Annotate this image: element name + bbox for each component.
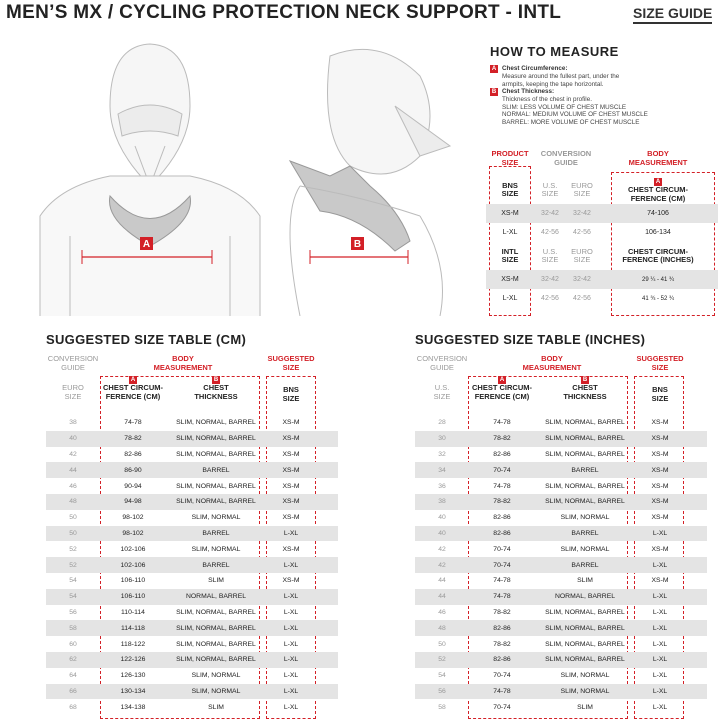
- thickness-cell: SLIM, NORMAL, BARREL: [176, 498, 256, 506]
- thickness-cell: SLIM, NORMAL: [191, 545, 241, 553]
- thickness-cell: SLIM, NORMAL: [191, 514, 241, 522]
- chest-cell: 102-106: [120, 545, 146, 553]
- in-rows: [415, 415, 707, 715]
- bns-cell: XS-M: [651, 498, 669, 506]
- thickness-cell: SLIM, NORMAL, BARREL: [545, 482, 625, 490]
- chest-cell: 82-86: [493, 624, 511, 632]
- size-cell: 38: [438, 498, 446, 506]
- table-row: [46, 699, 338, 715]
- size-cell: 42: [438, 545, 446, 553]
- chest-cell: 114-118: [121, 624, 145, 632]
- chest-cell: 70-74: [493, 672, 511, 680]
- table-row: [415, 605, 707, 621]
- size-cell: 54: [438, 672, 446, 680]
- thickness-cell: SLIM: [577, 703, 593, 711]
- cm-rows: [46, 415, 338, 715]
- thickness-cell: SLIM, NORMAL, BARREL: [545, 656, 625, 664]
- size-cell: 36: [438, 482, 446, 490]
- table-row: [415, 589, 707, 605]
- size-cell: 56: [438, 687, 446, 695]
- size-guide-label: SIZE GUIDE: [633, 5, 712, 24]
- chest-cell: 70-74: [493, 703, 511, 711]
- b-desc-4: BARREL: MORE VOLUME OF CHEST MUSCLE: [502, 118, 640, 126]
- product-size-header: PRODUCT SIZE: [491, 149, 529, 167]
- cm-header-row: BNS SIZE U.S. SIZE EURO SIZE A CHEST CIRCUM- FERENCE (CM): [501, 179, 688, 203]
- table-row: [415, 620, 707, 636]
- bns-cell: L-XL: [652, 703, 668, 711]
- bns-cell: L-XL: [283, 672, 299, 680]
- chest-cell: 74-78: [493, 419, 511, 427]
- table-row: [46, 636, 338, 652]
- thickness-cell: SLIM, NORMAL, BARREL: [176, 640, 256, 648]
- size-cell: 52: [69, 545, 77, 553]
- table-row: [46, 573, 338, 589]
- table-row: XS-M 32-42 32-42 74-106: [486, 204, 718, 223]
- chest-cell: 82-86: [493, 450, 511, 458]
- table-row: [415, 510, 707, 526]
- chest-cell: 110-114: [121, 608, 145, 616]
- size-cell: 52: [69, 561, 77, 569]
- b-desc-1: Thickness of the chest in profile.: [502, 96, 592, 104]
- size-cell: 32: [438, 450, 446, 458]
- bns-cell: XS-M: [282, 450, 300, 458]
- bns-cell: XS-M: [282, 435, 300, 443]
- thickness-cell: BARREL: [202, 561, 230, 569]
- table-row: [46, 415, 338, 431]
- size-cell: 44: [69, 466, 77, 474]
- thickness-cell: SLIM, NORMAL, BARREL: [545, 498, 625, 506]
- size-cell: 52: [438, 656, 446, 664]
- size-cell: 28: [438, 419, 446, 427]
- table-row: [415, 526, 707, 542]
- thickness-cell: SLIM: [577, 577, 593, 585]
- table-row: [415, 462, 707, 478]
- thickness-cell: BARREL: [571, 529, 599, 537]
- size-cell: 42: [438, 561, 446, 569]
- size-cell: 50: [438, 640, 446, 648]
- thickness-cell: SLIM, NORMAL, BARREL: [176, 450, 256, 458]
- bns-cell: XS-M: [282, 466, 300, 474]
- size-cell: 64: [69, 672, 77, 680]
- chest-cell: 78-82: [493, 608, 511, 616]
- thickness-cell: SLIM: [208, 703, 224, 711]
- size-cell: 34: [438, 466, 446, 474]
- thickness-cell: SLIM, NORMAL, BARREL: [545, 624, 625, 632]
- chest-cell: 102-106: [120, 561, 146, 569]
- size-cell: 46: [69, 482, 77, 490]
- thickness-cell: SLIM, NORMAL: [191, 687, 241, 695]
- conversion-guide-header: CONVERSION GUIDE: [540, 149, 592, 167]
- size-cell: 44: [438, 577, 446, 585]
- conversion-table: [486, 150, 718, 308]
- chest-cell: 70-74: [493, 466, 511, 474]
- thickness-cell: BARREL: [202, 529, 230, 537]
- how-to-measure-title: HOW TO MEASURE: [490, 44, 619, 59]
- page-title: MEN’S MX / CYCLING PROTECTION NECK SUPPORT - INTL: [6, 2, 562, 23]
- bns-cell: XS-M: [282, 545, 300, 553]
- in-header-row: INTL SIZE U.S. SIZE EURO SIZE CHEST CIRCUM- FERENCE (INCHES): [501, 246, 694, 264]
- side-rider-figure: [290, 49, 450, 316]
- chest-cell: 70-74: [493, 545, 511, 553]
- table-row: [415, 478, 707, 494]
- size-cell: 30: [438, 435, 446, 443]
- chest-cell: 126-130: [120, 672, 146, 680]
- size-cell: 66: [69, 687, 77, 695]
- chest-cell: 90-94: [124, 482, 142, 490]
- bns-cell: L-XL: [652, 624, 668, 632]
- table-row: [46, 526, 338, 542]
- chest-cell: 82-86: [124, 450, 142, 458]
- thickness-cell: SLIM, NORMAL, BARREL: [176, 482, 256, 490]
- b-desc-2: SLIM: LESS VOLUME OF CHEST MUSCLE: [502, 103, 627, 111]
- size-cell: 54: [69, 577, 77, 585]
- chest-cell: 94-98: [124, 498, 142, 506]
- bns-cell: XS-M: [651, 450, 669, 458]
- bns-cell: XS-M: [282, 498, 300, 506]
- thickness-cell: BARREL: [202, 466, 230, 474]
- bns-cell: L-XL: [283, 656, 299, 664]
- table-row: [46, 494, 338, 510]
- thickness-cell: SLIM, NORMAL, BARREL: [176, 419, 256, 427]
- size-cell: 50: [69, 529, 77, 537]
- chest-cell: 78-82: [493, 498, 511, 506]
- b-title: Chest Thickness:: [502, 88, 555, 96]
- table-row: [415, 541, 707, 557]
- bns-cell: L-XL: [652, 529, 668, 537]
- chest-cell: 70-74: [493, 561, 511, 569]
- size-table-in: SUGGESTED SIZE TABLE (INCHES) CONVERSION GUIDE U.S. SIZE BODY MEASUREMENT A CHEST CIRCUM- FERENCE (CM) B CHEST THICKNESS SUGGESTED SIZE BNS SIZE 28 74-78 SLIM, NORMAL, BARREL XS-M 30 78-82 SLIM, NORMAL, BARREL XS-M 32 82-86 SLIM, NORMAL, BARREL XS-M 34 70-74 BARREL XS-M 36 74-78 SLIM, NORMAL, BARREL XS-M 38 78-82 SLIM, NORMAL, BARREL XS-M 40 82-86 SLIM, NORMAL XS-M 40 82-86 BARREL L-XL 42 70-74 SLIM, NORMAL XS-M 42 70-74 BARREL L-XL 44 74-78 SLIM XS-M 44 74-78 NORMAL, BARREL L-XL 46 78-82 SLIM, NORMAL, BARREL L-XL 48 82-86 SLIM, NORMAL, BARREL L-XL 50 78-82 SLIM, NORMAL, BARREL L-XL 52 82-86 SLIM, NORMAL, BARREL L-XL 54 70-74 SLIM, NORMAL L-XL 56 74-78 SLIM, NORMAL L-XL 58 70-74 SLIM L-XL: [415, 332, 707, 715]
- marker-a-label: A: [142, 239, 151, 250]
- bns-cell: L-XL: [283, 529, 299, 537]
- table-row: L-XL 42-56 42-56 41 ¾ - 52 ¾: [502, 295, 675, 302]
- chest-cell: 78-82: [124, 435, 142, 443]
- size-cell: 40: [438, 514, 446, 522]
- size-table-cm: SUGGESTED SIZE TABLE (CM) CONVERSION GUIDE EURO SIZE BODY MEASUREMENT A CHEST CIRCUM- FERENCE (CM) B CHEST THICKNESS SUGGESTED SIZE BNS SIZE 38 74-78 SLIM, NORMAL, BARREL XS-M 40 78-82 SLIM, NORMAL, BARREL XS-M 42 82-86 SLIM, NORMAL, BARREL XS-M 44 86-90 BARREL XS-M 46 90-94 SLIM, NORMAL, BARREL XS-M 48 94-98 SLIM, NORMAL, BARREL XS-M 50 98-102 SLIM, NORMAL XS-M 50 98-102 BARREL L-XL 52 102-106 SLIM, NORMAL XS-M 52 102-106 BARREL L-XL 54 106-110 SLIM XS-M 54 106-110 NORMAL, BARREL L-XL 56 110-114 SLIM, NORMAL, BARREL L-XL 58 114-118 SLIM, NORMAL, BARREL L-XL 60 118-122 SLIM, NORMAL, BARREL L-XL 62 122-126 SLIM, NORMAL, BARREL L-XL 64 126-130 SLIM, NORMAL L-XL 66 130-134 SLIM, NORMAL L-XL 68 134-138 SLIM L-XL: [46, 332, 338, 715]
- rider-illustration: [0, 36, 480, 316]
- a-badge: A: [491, 66, 497, 72]
- chest-cell: 74-78: [493, 593, 511, 601]
- table-row: [46, 541, 338, 557]
- chest-cell: 106-110: [120, 593, 146, 601]
- bns-cell: L-XL: [652, 593, 668, 601]
- size-cell: 42: [69, 450, 77, 458]
- bns-cell: L-XL: [283, 703, 299, 711]
- chest-cell: 86-90: [124, 466, 142, 474]
- thickness-cell: SLIM, NORMAL: [560, 514, 610, 522]
- chest-cell: 130-134: [120, 687, 146, 695]
- chest-cell: 74-78: [124, 419, 142, 427]
- table-row: [46, 557, 338, 573]
- bns-cell: L-XL: [652, 608, 668, 616]
- size-cell: 38: [69, 419, 77, 427]
- table-row: [46, 478, 338, 494]
- bns-cell: L-XL: [283, 640, 299, 648]
- body-measurement-header: BODY MEASUREMENT: [628, 149, 688, 167]
- how-to-measure: [490, 44, 715, 127]
- size-cell: 62: [69, 656, 77, 664]
- b-desc-3: NORMAL: MEDIUM VOLUME OF CHEST MUSCLE: [502, 111, 648, 119]
- size-table-in-title: SUGGESTED SIZE TABLE (INCHES): [415, 332, 646, 347]
- chest-cell: 74-78: [493, 577, 511, 585]
- thickness-cell: SLIM, NORMAL, BARREL: [545, 419, 625, 427]
- bns-cell: L-XL: [283, 687, 299, 695]
- size-cell: 50: [69, 514, 77, 522]
- chest-cell: 82-86: [493, 514, 511, 522]
- size-cell: 56: [69, 608, 77, 616]
- bns-cell: L-XL: [283, 624, 299, 632]
- table-row: [46, 605, 338, 621]
- size-cell: 58: [438, 703, 446, 711]
- bns-cell: XS-M: [651, 419, 669, 427]
- thickness-cell: SLIM, NORMAL, BARREL: [545, 608, 625, 616]
- table-row: [415, 668, 707, 684]
- table-row: [46, 431, 338, 447]
- bns-cell: L-XL: [283, 593, 299, 601]
- table-row: [415, 699, 707, 715]
- chest-cell: 134-138: [120, 703, 146, 711]
- bns-cell: XS-M: [651, 466, 669, 474]
- table-row: [415, 652, 707, 668]
- bns-cell: XS-M: [282, 419, 300, 427]
- table-row: [46, 589, 338, 605]
- thickness-cell: SLIM, NORMAL: [560, 545, 610, 553]
- thickness-cell: BARREL: [571, 561, 599, 569]
- table-row: [415, 415, 707, 431]
- table-row: [415, 494, 707, 510]
- marker-b-label: B: [353, 239, 362, 250]
- bns-cell: L-XL: [652, 656, 668, 664]
- size-cell: 54: [69, 593, 77, 601]
- a-title: Chest Circumference:: [502, 65, 568, 72]
- chest-cell: 74-78: [493, 687, 511, 695]
- table-row: [46, 668, 338, 684]
- thickness-cell: SLIM, NORMAL, BARREL: [545, 435, 625, 443]
- chest-cell: 122-126: [120, 656, 146, 664]
- chest-cell: 74-78: [493, 482, 511, 490]
- table-row: [46, 652, 338, 668]
- size-cell: 48: [438, 624, 446, 632]
- size-cell: 58: [69, 624, 77, 632]
- thickness-cell: NORMAL, BARREL: [554, 593, 616, 601]
- table-row: [415, 447, 707, 463]
- thickness-cell: SLIM, NORMAL, BARREL: [176, 624, 256, 632]
- chest-cell: 82-86: [493, 529, 511, 537]
- bns-cell: L-XL: [283, 608, 299, 616]
- thickness-cell: SLIM: [208, 577, 224, 585]
- bns-cell: XS-M: [282, 482, 300, 490]
- chest-cell: 98-102: [122, 514, 144, 522]
- table-row: [415, 684, 707, 700]
- size-table-cm-title: SUGGESTED SIZE TABLE (CM): [46, 332, 247, 347]
- bns-cell: L-XL: [652, 672, 668, 680]
- chest-cell: 78-82: [493, 435, 511, 443]
- thickness-cell: SLIM, NORMAL, BARREL: [545, 450, 625, 458]
- chest-cell: 98-102: [122, 529, 144, 537]
- size-cell: 40: [69, 435, 77, 443]
- bns-cell: L-XL: [652, 687, 668, 695]
- b-badge: B: [491, 89, 497, 96]
- bns-cell: XS-M: [651, 482, 669, 490]
- thickness-cell: BARREL: [571, 466, 599, 474]
- size-cell: 68: [69, 703, 77, 711]
- size-cell: 40: [438, 529, 446, 537]
- size-cell: 46: [438, 608, 446, 616]
- thickness-cell: SLIM, NORMAL: [560, 672, 610, 680]
- chest-cell: 106-110: [120, 577, 146, 585]
- bns-cell: XS-M: [651, 545, 669, 553]
- size-cell: 44: [438, 593, 446, 601]
- bns-cell: L-XL: [652, 561, 668, 569]
- bns-cell: L-XL: [283, 561, 299, 569]
- chest-cell: 118-122: [120, 640, 146, 648]
- thickness-cell: SLIM, NORMAL: [191, 672, 241, 680]
- thickness-cell: SLIM, NORMAL, BARREL: [176, 435, 256, 443]
- chest-cell: 82-86: [493, 656, 511, 664]
- table-row: [46, 620, 338, 636]
- thickness-cell: SLIM, NORMAL, BARREL: [545, 640, 625, 648]
- thickness-cell: SLIM, NORMAL, BARREL: [176, 656, 256, 664]
- table-row: [46, 447, 338, 463]
- bns-cell: XS-M: [282, 514, 300, 522]
- thickness-cell: SLIM, NORMAL: [560, 687, 610, 695]
- table-row: [415, 557, 707, 573]
- a-desc-2: armpits, keeping the tape horizontal.: [502, 80, 604, 88]
- table-row: L-XL 42-56 42-56 106-134: [502, 229, 671, 236]
- thickness-cell: SLIM, NORMAL, BARREL: [176, 608, 256, 616]
- table-row: XS-M 32-42 32-42 29 ¼ - 41 ¾: [486, 270, 718, 289]
- table-row: [415, 573, 707, 589]
- conv-a-badge: A: [655, 179, 661, 185]
- front-rider-figure: [40, 44, 260, 316]
- bns-cell: XS-M: [651, 435, 669, 443]
- thickness-cell: NORMAL, BARREL: [185, 593, 247, 601]
- table-row: [46, 684, 338, 700]
- table-row: [415, 431, 707, 447]
- bns-cell: L-XL: [652, 640, 668, 648]
- table-row: [415, 636, 707, 652]
- table-row: [46, 462, 338, 478]
- chest-cell: 78-82: [493, 640, 511, 648]
- a-desc-1: Measure around the fullest part, under the: [502, 73, 620, 80]
- bns-cell: XS-M: [651, 577, 669, 585]
- bns-cell: XS-M: [651, 514, 669, 522]
- table-row: [46, 510, 338, 526]
- bns-cell: XS-M: [282, 577, 300, 585]
- size-cell: 60: [69, 640, 77, 648]
- size-cell: 48: [69, 498, 77, 506]
